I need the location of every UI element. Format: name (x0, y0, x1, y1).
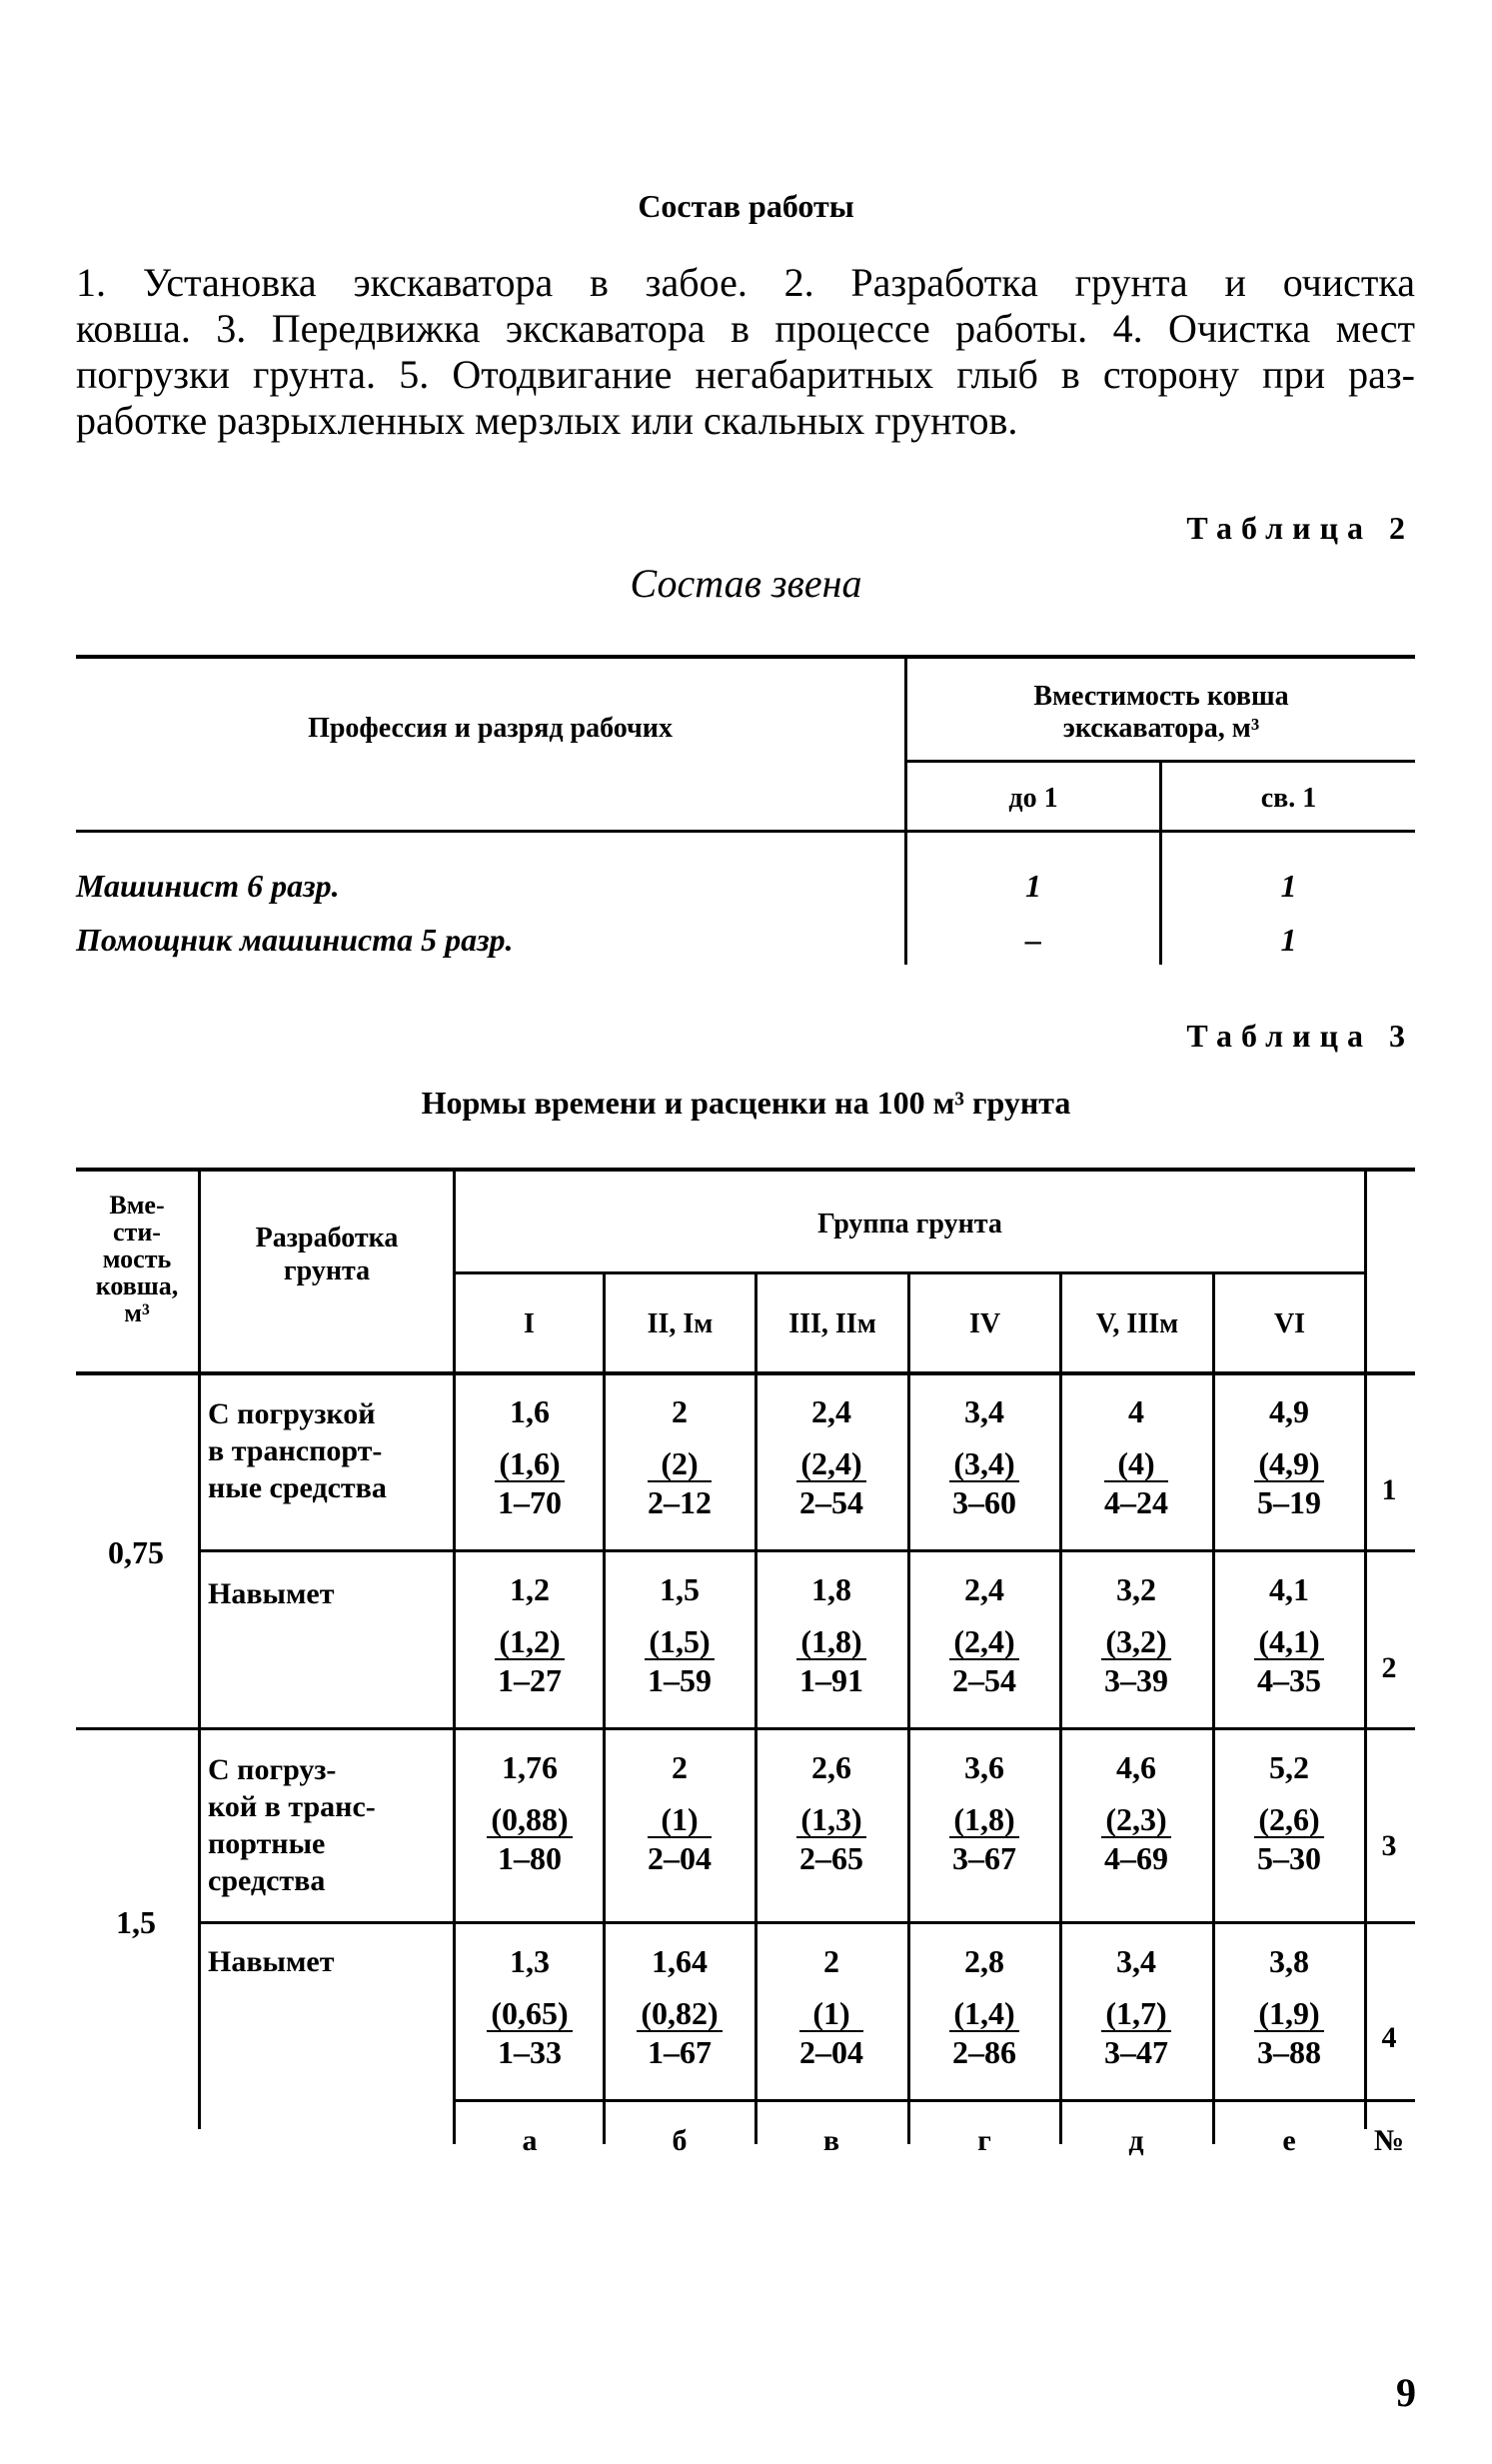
table3-col-code: г (977, 2124, 991, 2157)
time-norm: 3,4 (1116, 1943, 1156, 1979)
table3-value-cell (455, 1747, 605, 1878)
table2-rule (76, 655, 1415, 659)
machinist-hours: (3,2) (1101, 1624, 1170, 1660)
time-norm: 3,4 (964, 1393, 1004, 1429)
fraction (495, 1446, 564, 1522)
machinist-hours: (3,4) (949, 1446, 1018, 1482)
machinist-hours: (1,8) (796, 1624, 865, 1660)
time-norm: 4,6 (1116, 1749, 1156, 1785)
time-norm: 1,3 (510, 1943, 550, 1979)
table3-value-cell (455, 1569, 605, 1700)
price-rate: 3–39 (1104, 1662, 1168, 1698)
table3-head-work-line: Разработка (255, 1223, 399, 1253)
fraction (949, 1996, 1018, 2072)
table3-value-cell (605, 1941, 754, 2072)
price-rate: 1–67 (648, 2034, 712, 2070)
table3-value-cell (909, 1569, 1059, 1700)
price-rate: 1–33 (498, 2034, 562, 2070)
fraction (1254, 1996, 1323, 2072)
table3-value-cell (1214, 1569, 1364, 1700)
table2-row-name: Машинист 6 разр. (76, 868, 340, 904)
table3-value-cell (605, 1569, 754, 1700)
table3-title: Нормы времени и расценки на 100 м³ грунта (421, 1085, 1071, 1121)
fraction (645, 1624, 714, 1700)
table3-head-capacity-line: ковша, (95, 1271, 179, 1300)
machinist-hours: (4,1) (1254, 1624, 1323, 1660)
table3-row-label-line: средства (208, 1864, 326, 1897)
price-rate: 1–59 (648, 1662, 712, 1698)
machinist-hours: (4,9) (1254, 1446, 1323, 1482)
machinist-hours: (1,4) (949, 1996, 1018, 2032)
machinist-hours: (4) (1104, 1446, 1168, 1482)
table3-row-number: 3 (1381, 1829, 1397, 1862)
price-rate: 1–27 (498, 1662, 562, 1698)
machinist-hours: (1,6) (495, 1446, 564, 1482)
page-number: 9 (1396, 2370, 1416, 2415)
work-heading: Состав работы (638, 188, 854, 224)
table2-row-value: 1 (1280, 922, 1297, 958)
fraction (637, 1996, 722, 2072)
fraction (949, 1446, 1018, 1522)
table3-col-code: е (1282, 2124, 1296, 2157)
table2-head-profession: Профессия и разряд рабочих (308, 713, 673, 744)
table2-title: Состав звена (630, 561, 862, 606)
machinist-hours: (0,65) (487, 1996, 572, 2032)
machinist-hours: (1,9) (1254, 1996, 1323, 2032)
price-rate: 3–47 (1104, 2034, 1168, 2070)
price-rate: 3–88 (1257, 2034, 1321, 2070)
price-rate: 4–35 (1257, 1662, 1321, 1698)
fraction (1254, 1446, 1323, 1522)
table3-value-cell (1061, 1391, 1211, 1522)
fraction (495, 1624, 564, 1700)
machinist-hours: (1) (799, 1996, 863, 2032)
table3-value-cell (909, 1941, 1059, 2072)
table3-group: VI (1273, 1308, 1306, 1339)
table3-row-label-line: ные средства (208, 1471, 387, 1504)
table3-group: IV (968, 1308, 1001, 1339)
table3-group: I (524, 1308, 535, 1339)
table3-row-number: 2 (1381, 1651, 1397, 1684)
price-rate: 2–54 (952, 1662, 1016, 1698)
time-norm: 1,8 (811, 1571, 851, 1607)
fraction (1101, 1802, 1170, 1878)
price-rate: 2–86 (952, 2034, 1016, 2070)
price-rate: 2–54 (799, 1484, 863, 1520)
price-rate: 5–30 (1257, 1840, 1321, 1876)
table3-row-label-line: в транспорт- (208, 1434, 383, 1467)
table3-col-code: в (822, 2124, 840, 2157)
fraction (796, 1446, 865, 1522)
time-norm: 1,64 (652, 1943, 708, 1979)
table3-value-cell (605, 1747, 754, 1878)
table3-row-label (208, 1943, 334, 1980)
fraction (648, 1446, 712, 1522)
machinist-hours: (2,4) (949, 1624, 1018, 1660)
work-line: 1. Установка экскаватора в забое. 2. Разработка грунта и очистка (76, 260, 1415, 305)
table2-label: Таблица 2 (1186, 510, 1414, 546)
time-norm: 1,5 (660, 1571, 700, 1607)
table3-group: II, Iм (647, 1308, 714, 1339)
time-norm: 3,6 (964, 1749, 1004, 1785)
table3-value-cell (756, 1747, 906, 1878)
table3-head-work-line: грунта (283, 1255, 371, 1286)
table3-head-capacity-line: сти- (113, 1218, 161, 1246)
machinist-hours: (1,3) (796, 1802, 865, 1838)
table2-head-capacity: экскаватора, м³ (1062, 713, 1260, 744)
machinist-hours: (0,82) (637, 1996, 722, 2032)
price-rate: 3–60 (952, 1484, 1016, 1520)
table3-num-label: № (1373, 2124, 1405, 2157)
table3-volume: 0,75 (108, 1534, 164, 1570)
table3-value-cell (1214, 1941, 1364, 2072)
time-norm: 1,2 (510, 1571, 550, 1607)
table3-col-code: д (1128, 2124, 1144, 2157)
table3-row-label-line: С погруз- (208, 1753, 337, 1786)
table3-volume: 1,5 (116, 1904, 156, 1940)
table3-rule (76, 1168, 1415, 1172)
table2-head-capacity: Вместимость ковша (1033, 681, 1289, 712)
machinist-hours: (1,8) (949, 1802, 1018, 1838)
price-rate: 1–91 (799, 1662, 863, 1698)
work-paragraph (76, 260, 1415, 444)
fraction (799, 1996, 863, 2072)
price-rate: 1–80 (498, 1840, 562, 1876)
table3-row-label-line: портные (208, 1827, 326, 1860)
table3-rule (453, 2099, 1415, 2102)
work-line: ковша. 3. Передвижка экскаватора в процессе работы. 4. Очистка мест (76, 306, 1415, 351)
table3-row-number: 1 (1381, 1473, 1397, 1506)
table3-head-capacity-line: м³ (124, 1298, 150, 1327)
fraction (796, 1624, 865, 1700)
fraction (1254, 1802, 1323, 1878)
table3-value-cell (909, 1391, 1059, 1522)
table3-col-code: б (672, 2124, 688, 2157)
time-norm: 2,4 (964, 1571, 1004, 1607)
table3-value-cell (756, 1569, 906, 1700)
table3-row-label (208, 1751, 376, 1899)
fraction (1254, 1624, 1323, 1700)
time-norm: 2,6 (811, 1749, 851, 1785)
table3-row-label-line: С погрузкой (208, 1397, 376, 1430)
table2-row-name: Помощник машиниста 5 разр. (76, 922, 514, 958)
table3-group: III, IIм (788, 1308, 876, 1339)
table3-head-group: Группа грунта (817, 1209, 1002, 1239)
table3-row-label-line: кой в транс- (208, 1790, 376, 1823)
time-norm: 3,8 (1269, 1943, 1309, 1979)
machinist-hours: (1,5) (645, 1624, 714, 1660)
time-norm: 4,9 (1269, 1393, 1309, 1429)
time-norm: 1,6 (510, 1393, 550, 1429)
table3-value-cell (1061, 1569, 1211, 1700)
machinist-hours: (0,88) (487, 1802, 572, 1838)
table3-rule (198, 1549, 1415, 1552)
work-line: погрузки грунта. 5. Отодвигание негабаритных глыб в сторону при раз- (76, 352, 1415, 397)
table3-value-cell (605, 1391, 754, 1522)
table2-row-value: 1 (1025, 868, 1041, 904)
machinist-hours: (2,4) (796, 1446, 865, 1482)
table2-row-value: 1 (1280, 868, 1297, 904)
table3-label: Таблица 3 (1186, 1018, 1414, 1054)
table3-value-cell (756, 1941, 906, 2072)
price-rate: 3–67 (952, 1840, 1016, 1876)
table3-row-label-line: Навымет (208, 1945, 335, 1978)
fraction (487, 1996, 572, 2072)
machinist-hours: (2,6) (1254, 1802, 1323, 1838)
time-norm: 2 (823, 1943, 839, 1979)
table2-row-value: – (1025, 922, 1041, 958)
price-rate: 4–24 (1104, 1484, 1168, 1520)
table3-group: V, IIIм (1095, 1308, 1179, 1339)
fraction (1101, 1996, 1170, 2072)
time-norm: 4,1 (1269, 1571, 1309, 1607)
table2-rule (76, 830, 1415, 833)
machinist-hours: (2) (648, 1446, 712, 1482)
fraction (1101, 1624, 1170, 1700)
time-norm: 2 (672, 1749, 688, 1785)
table3-value-cell (1214, 1391, 1364, 1522)
machinist-hours: (1,7) (1101, 1996, 1170, 2032)
time-norm: 2 (672, 1393, 688, 1429)
time-norm: 3,2 (1116, 1571, 1156, 1607)
fraction (648, 1802, 712, 1878)
machinist-hours: (1) (648, 1802, 712, 1838)
table3-head-capacity-line: мость (102, 1244, 172, 1273)
time-norm: 5,2 (1269, 1749, 1309, 1785)
table3-value-cell (455, 1391, 605, 1522)
table3-head-capacity (76, 1192, 198, 1326)
table3-rule (198, 1921, 1415, 1924)
table3-divider (198, 1170, 201, 2129)
table3-col-code: а (522, 2124, 538, 2157)
time-norm: 2,8 (964, 1943, 1004, 1979)
machinist-hours: (2,3) (1101, 1802, 1170, 1838)
price-rate: 2–04 (648, 1840, 712, 1876)
time-norm: 4 (1128, 1393, 1144, 1429)
table3-value-cell (1214, 1747, 1364, 1878)
table3-head-work (201, 1222, 453, 1287)
fraction (949, 1624, 1018, 1700)
fraction (796, 1802, 865, 1878)
price-rate: 1–70 (498, 1484, 562, 1520)
table3-value-cell (1061, 1941, 1211, 2072)
price-rate: 2–12 (648, 1484, 712, 1520)
fraction (949, 1802, 1018, 1878)
machinist-hours: (1,2) (495, 1624, 564, 1660)
work-line: работке разрыхленных мерзлых или скальных грунтов. (76, 398, 1018, 443)
table3-row-label (208, 1395, 387, 1506)
price-rate: 4–69 (1104, 1840, 1168, 1876)
table2-col-b: св. 1 (1260, 783, 1317, 814)
price-rate: 5–19 (1257, 1484, 1321, 1520)
table3-value-cell (756, 1391, 906, 1522)
table2-col-a: до 1 (1008, 783, 1058, 814)
table3-head-capacity-line: Вме- (109, 1191, 165, 1220)
table3-value-cell (1061, 1747, 1211, 1878)
table3-divider (1364, 1170, 1367, 2129)
table3-row-label (208, 1575, 334, 1612)
price-rate: 2–65 (799, 1840, 863, 1876)
table3-row-number: 4 (1381, 2021, 1397, 2054)
fraction (1104, 1446, 1168, 1522)
table3-value-cell (909, 1747, 1059, 1878)
price-rate: 2–04 (799, 2034, 863, 2070)
table3-value-cell (455, 1941, 605, 2072)
fraction (487, 1802, 572, 1878)
time-norm: 2,4 (811, 1393, 851, 1429)
table3-row-label-line: Навымет (208, 1577, 335, 1610)
time-norm: 1,76 (502, 1749, 558, 1785)
